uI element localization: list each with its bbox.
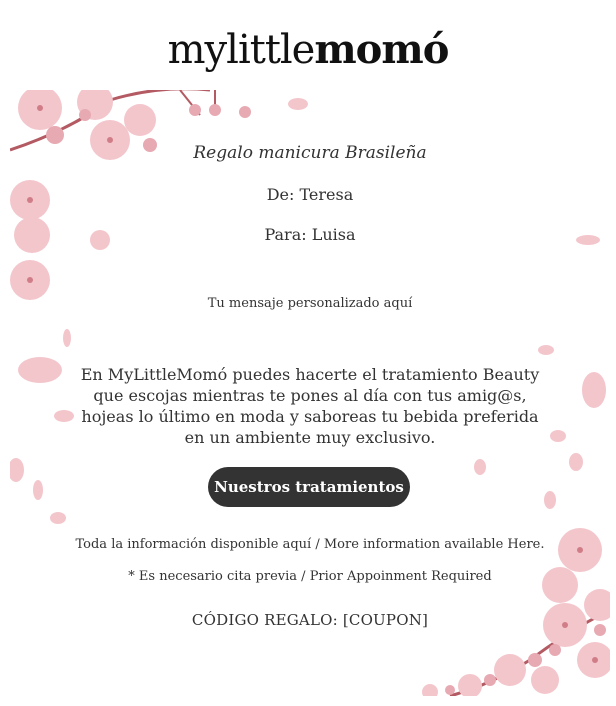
treatments-button[interactable]: Nuestros tratamientos	[208, 467, 410, 507]
coupon-code: CÓDIGO REGALO: [COUPON]	[191, 611, 429, 629]
promo-description: En MyLittleMomó puedes hacerte el tratamiento Beauty que escojas mientras te pones al día con tus amig@s, hojeas lo último en moda y saboreas tu bebida preferida en un ambiente muy exclusivo.	[80, 365, 540, 447]
gift-card	[10, 90, 610, 696]
logo-text-part1: mylittle	[167, 27, 315, 73]
gift-to: Para: Luisa	[264, 225, 356, 244]
personal-message: Tu mensaje personalizado aquí	[207, 296, 413, 311]
appointment-note: * Es necesario cita previa / Prior Appoinment Required	[128, 569, 492, 584]
cherry-blossom-top-left-decoration	[10, 90, 290, 320]
logo-text-part2: momó	[314, 26, 449, 73]
gift-from: De: Teresa	[266, 185, 354, 204]
brand-logo[interactable]	[0, 26, 616, 73]
gift-title: Regalo manicura Brasileña	[193, 143, 427, 163]
more-info-link[interactable]: Toda la información disponible aquí / More information available Here.	[75, 537, 545, 552]
